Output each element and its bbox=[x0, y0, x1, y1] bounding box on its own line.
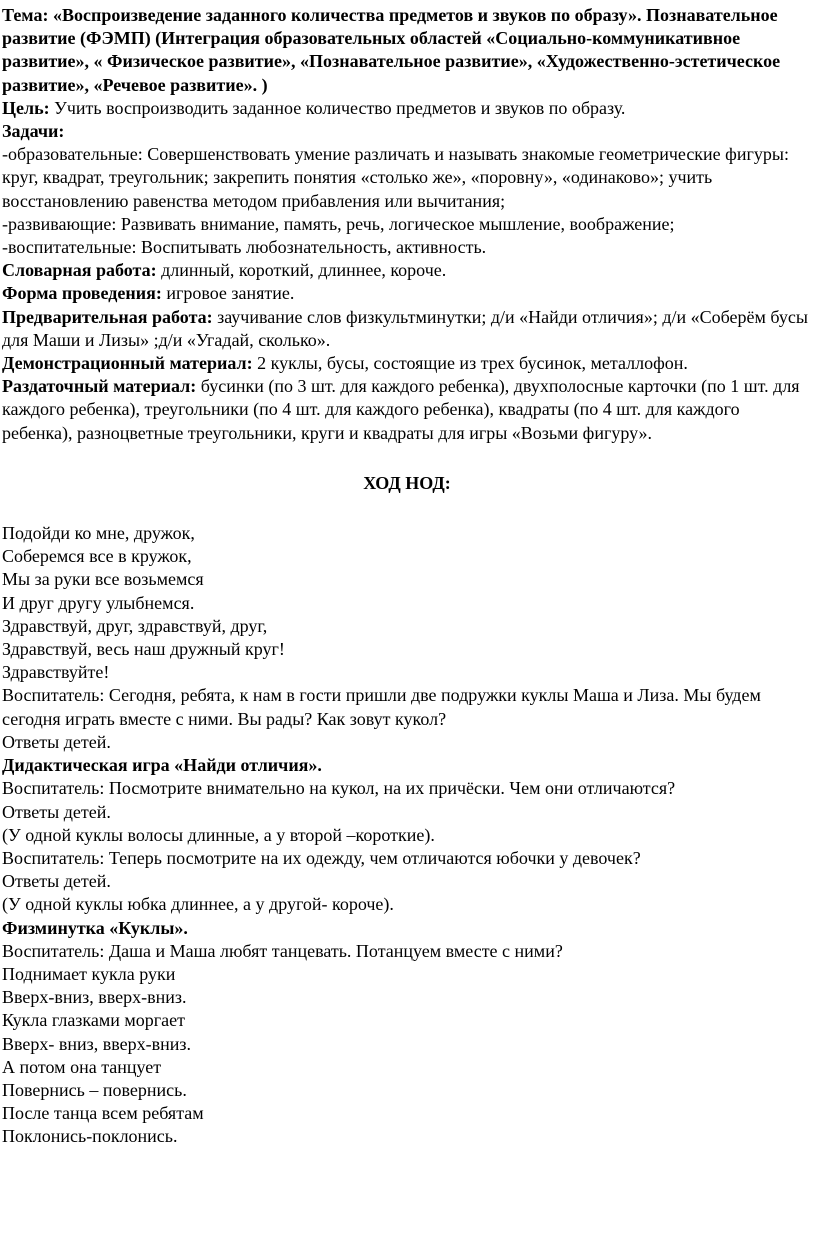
greeting-line: Здравствуй, друг, здравствуй, друг, bbox=[2, 615, 268, 636]
demo-material-text: 2 куклы, бусы, состоящие из трех бусинок, металлофон. bbox=[252, 353, 688, 374]
task-educational: -образовательные: Совершенствовать умение различать и называть знакомые геометрические фигуры: круг, квадрат, треугольник; закрепить понятия «столько же», «поровну», «одинаково»; учить восстановлению равенства методом прибавления или вычитания; bbox=[2, 144, 789, 211]
dialogue-line: Ответы детей. bbox=[2, 801, 111, 822]
theme-label: Тема: bbox=[2, 5, 49, 25]
poem-line: Поклонись-поклонись. bbox=[2, 1126, 178, 1147]
handout-material bbox=[2, 375, 812, 445]
poem-line: После танца всем ребятам bbox=[2, 1103, 204, 1124]
form-text: игровое занятие. bbox=[161, 283, 295, 304]
poem-line: Кукла глазками моргает bbox=[2, 1010, 186, 1031]
game-dialogue bbox=[2, 777, 812, 916]
dialogue-line: Ответы детей. bbox=[2, 731, 111, 752]
greeting-line: Соберемся все в кружок, bbox=[2, 546, 192, 567]
dialogue-line: (У одной куклы волосы длинные, а у второй –короткие). bbox=[2, 824, 435, 845]
vocabulary-text: длинный, короткий, длиннее, короче. bbox=[156, 260, 447, 281]
dialogue-line: Ответы детей. bbox=[2, 871, 111, 892]
theme-text: «Воспроизведение заданного количества предметов и звуков по образу». Познавательное развитие (ФЭМП) (Интеграция образовательных областей «Социально-коммуникативное развитие», « Физическое развитие», «Познавательное развитие», «Художественно-эстетическое развитие», «Речевое развитие». ) bbox=[2, 5, 781, 95]
dialogue-line: Воспитатель: Теперь посмотрите на их одежду, чем отличаются юбочки у девочек? bbox=[2, 847, 641, 868]
vocabulary-work bbox=[2, 259, 812, 282]
preliminary-label: Предварительная работа: bbox=[2, 306, 213, 327]
poem-line: Повернись – повернись. bbox=[2, 1079, 187, 1100]
demo-material-label: Демонстрационный материал: bbox=[2, 353, 253, 374]
demo-material bbox=[2, 352, 812, 375]
course-heading: ХОД НОД: bbox=[363, 472, 451, 493]
greeting-poem bbox=[2, 522, 812, 684]
poem-line: Воспитатель: Даша и Маша любят танцевать. Потанцуем вместе с ними? bbox=[2, 940, 563, 961]
poem-line: Поднимает кукла руки bbox=[2, 963, 176, 984]
intro-dialogue bbox=[2, 684, 812, 754]
game-heading: Дидактическая игра «Найди отличия». bbox=[2, 755, 322, 776]
task-upbringing: -воспитательные: Воспитывать любознательность, активность. bbox=[2, 237, 487, 258]
greeting-line: Подойди ко мне, дружок, bbox=[2, 523, 195, 544]
poem-line: А потом она танцует bbox=[2, 1056, 162, 1077]
dialogue-line: (У одной куклы юбка длиннее, а у другой- короче). bbox=[2, 894, 394, 915]
greeting-line: Здравствуйте! bbox=[2, 662, 110, 683]
greeting-line: И друг другу улыбнемся. bbox=[2, 592, 195, 613]
handout-material-label: Раздаточный материал: bbox=[2, 376, 197, 397]
tasks-label: Задачи: bbox=[2, 121, 65, 142]
form-label: Форма проведения: bbox=[2, 283, 162, 304]
greeting-line: Мы за руки все возьмемся bbox=[2, 569, 204, 590]
goal-label: Цель: bbox=[2, 97, 50, 118]
vocabulary-label: Словарная работа: bbox=[2, 260, 157, 281]
lesson-theme bbox=[2, 4, 812, 97]
lesson-form bbox=[2, 282, 812, 305]
task-developmental: -развивающие: Развивать внимание, память, речь, логическое мышление, воображение; bbox=[2, 213, 675, 234]
fizminutka-poem bbox=[2, 940, 812, 1149]
poem-line: Вверх-вниз, вверх-вниз. bbox=[2, 987, 187, 1008]
handout-material-text: бусинки (по 3 шт. для каждого ребенка), двухполосные карточки (по 1 шт. для каждого ребенка), треугольники (по 4 шт. для каждого ребенка), квадраты (по 4 шт. для каждого ребенка), разноцветные треугольники, круги и квадраты для игры «Возьми фигуру». bbox=[2, 376, 800, 443]
dialogue-line: Воспитатель: Посмотрите внимательно на кукол, на их причёски. Чем они отличаются? bbox=[2, 778, 676, 799]
greeting-line: Здравствуй, весь наш дружный круг! bbox=[2, 639, 285, 660]
lesson-goal bbox=[2, 97, 812, 120]
preliminary-text: заучивание слов физкультминутки; д/и «Найди отличия»; д/и «Соберём бусы для Маши и Лизы» ;д/и «Угадай, сколько». bbox=[2, 306, 808, 350]
dialogue-line: Воспитатель: Сегодня, ребята, к нам в гости пришли две подружки куклы Маша и Лиза. Мы будем сегодня играть вместе с ними. Вы рады? Как зовут кукол? bbox=[2, 685, 761, 729]
poem-line: Вверх- вниз, вверх-вниз. bbox=[2, 1033, 192, 1054]
goal-text: Учить воспроизводить заданное количество предметов и звуков по образу. bbox=[49, 97, 626, 118]
fizminutka-heading: Физминутка «Куклы». bbox=[2, 917, 188, 938]
preliminary-work bbox=[2, 306, 812, 352]
